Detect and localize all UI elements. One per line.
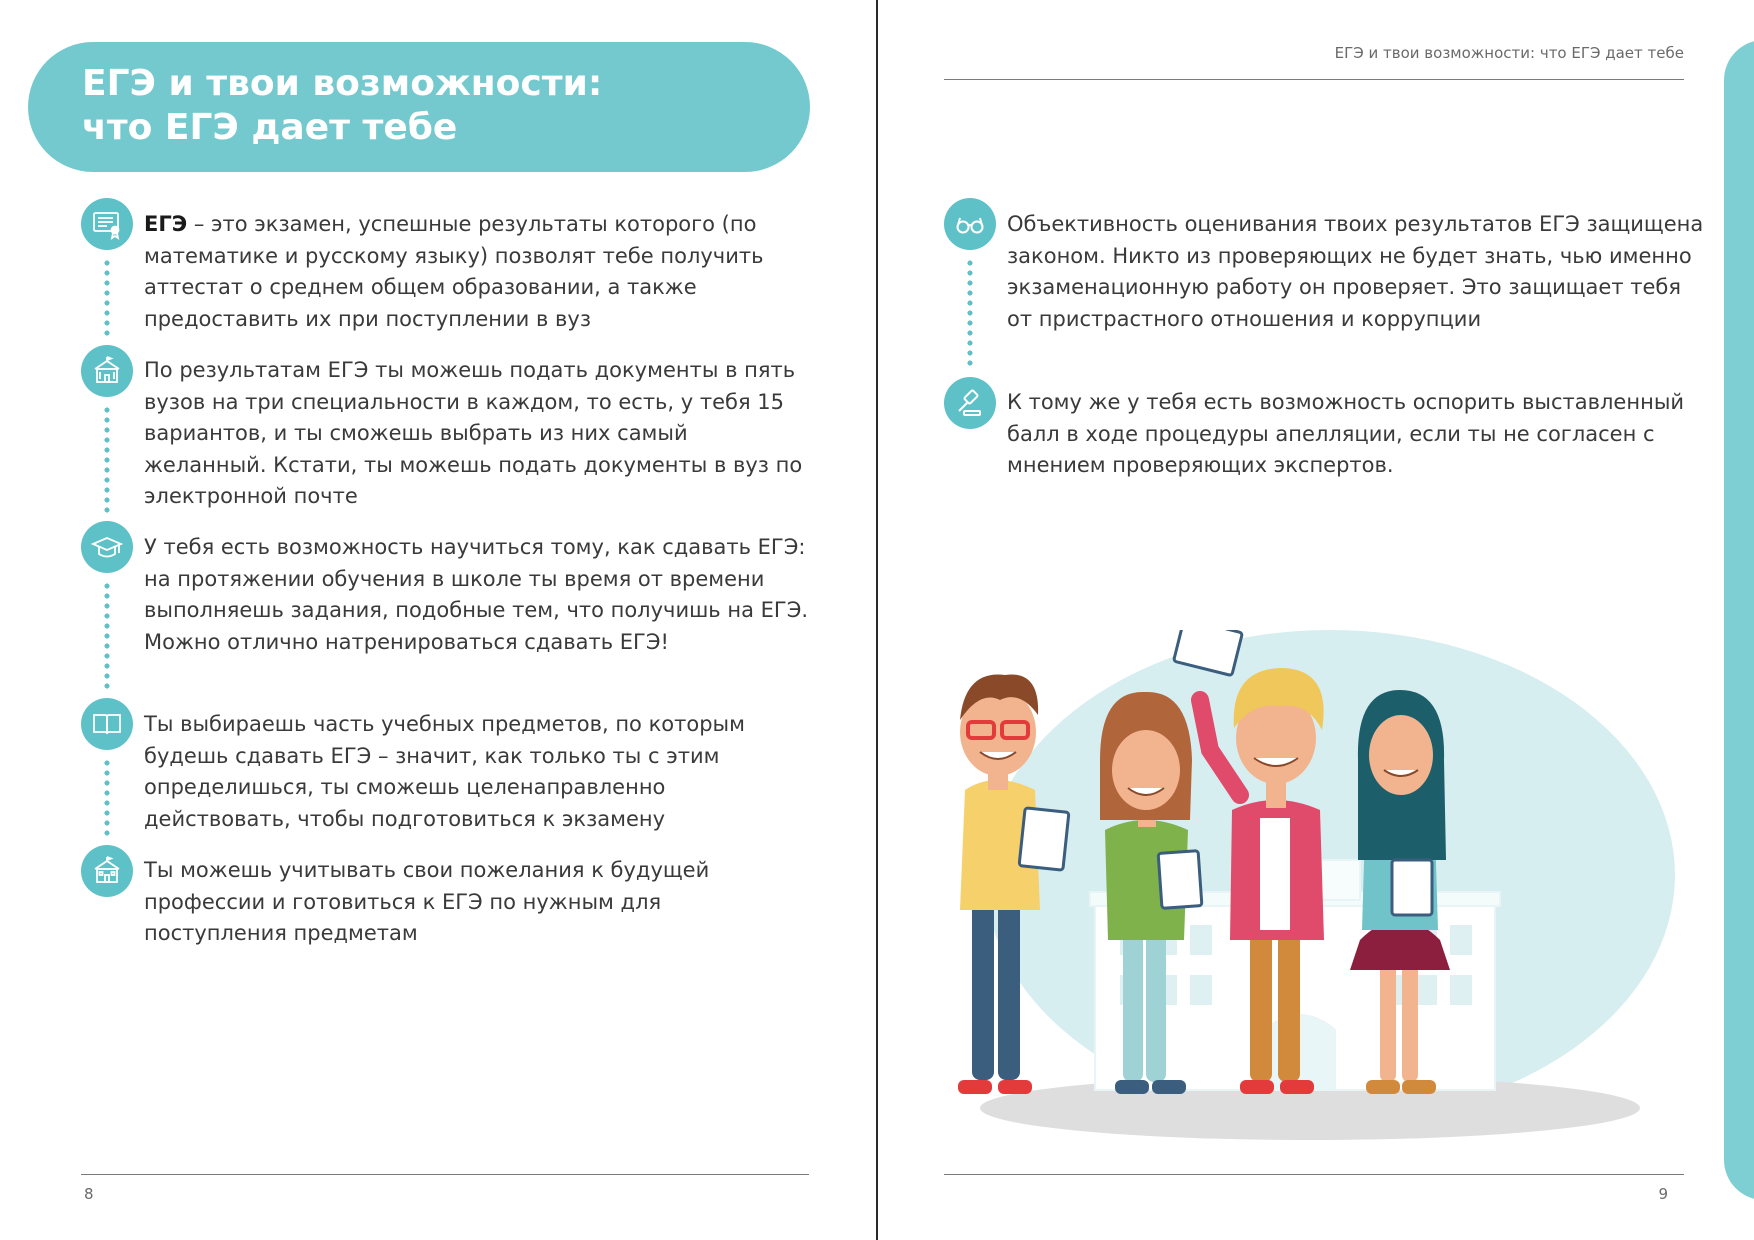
page-title: ЕГЭ и твои возможности: что ЕГЭ дает тебе (82, 63, 603, 148)
list-item: ЕГЭ – это экзамен, успешные результаты которого (по математике и русскому языку) позволят тебе получить аттестат о среднем общем образовании, а также предоставить их при поступлении в вуз (144, 212, 764, 331)
list-item: У тебя есть возможность научиться тому, как сдавать ЕГЭ: на протяжении обучения в школе ты время от времени выполняешь задания, подобные тем, что получишь на ЕГЭ. Можно отлично натренироваться сдавать ЕГЭ! (144, 535, 809, 654)
list-item: По результатам ЕГЭ ты можешь подать документы в пять вузов на три специальности в каждом, то есть, у тебя 15 вариантов, и ты сможешь выбрать из них самый желанный. Кстати, ты можешь подать документы в вуз по электронной почте (144, 358, 803, 508)
timeline-dots (104, 581, 110, 689)
glasses-icon (944, 198, 996, 250)
footer-rule (81, 1174, 809, 1175)
open-book-icon (81, 698, 133, 750)
list-item: Объективность оценивания твоих результатов ЕГЭ защищена законом. Никто из проверяющих не будет знать, чью именно экзаменационную работу он проверяет. Это защищает тебя от пристрастного отношения и коррупции (1007, 212, 1704, 331)
gavel-icon (944, 377, 996, 429)
school-building-icon (81, 845, 133, 897)
left-page (0, 0, 876, 1240)
timeline-dots (104, 758, 110, 838)
certificate-icon (81, 198, 133, 250)
timeline-dots (104, 258, 110, 338)
running-head: ЕГЭ и твои возможности: что ЕГЭ дает тебе (1334, 44, 1684, 62)
university-building-icon (81, 345, 133, 397)
students-illustration (940, 630, 1700, 1150)
list-item: Ты выбираешь часть учебных предметов, по которым будешь сдавать ЕГЭ – значит, как только ты с этим определишься, ты сможешь целенаправленно действовать, чтобы подготовиться к экзамену (144, 712, 745, 831)
item-lead: ЕГЭ (144, 212, 188, 236)
header-rule (944, 79, 1684, 80)
page-number: 8 (84, 1185, 94, 1203)
graduation-cap-icon (81, 521, 133, 573)
title-banner (28, 42, 810, 172)
list-item: Ты можешь учитывать свои пожелания к будущей профессии и готовиться к ЕГЭ по нужным для поступления предметам (144, 858, 710, 945)
page-number: 9 (1658, 1185, 1668, 1203)
edge-tab-decoration (1724, 40, 1754, 1200)
timeline-dots (967, 258, 973, 368)
timeline-dots (104, 405, 110, 515)
footer-rule (944, 1174, 1684, 1175)
list-item: К тому же у тебя есть возможность оспорить выставленный балл в ходе процедуры апелляции, если ты не согласен с мнением проверяющих экспертов. (1007, 390, 1685, 477)
